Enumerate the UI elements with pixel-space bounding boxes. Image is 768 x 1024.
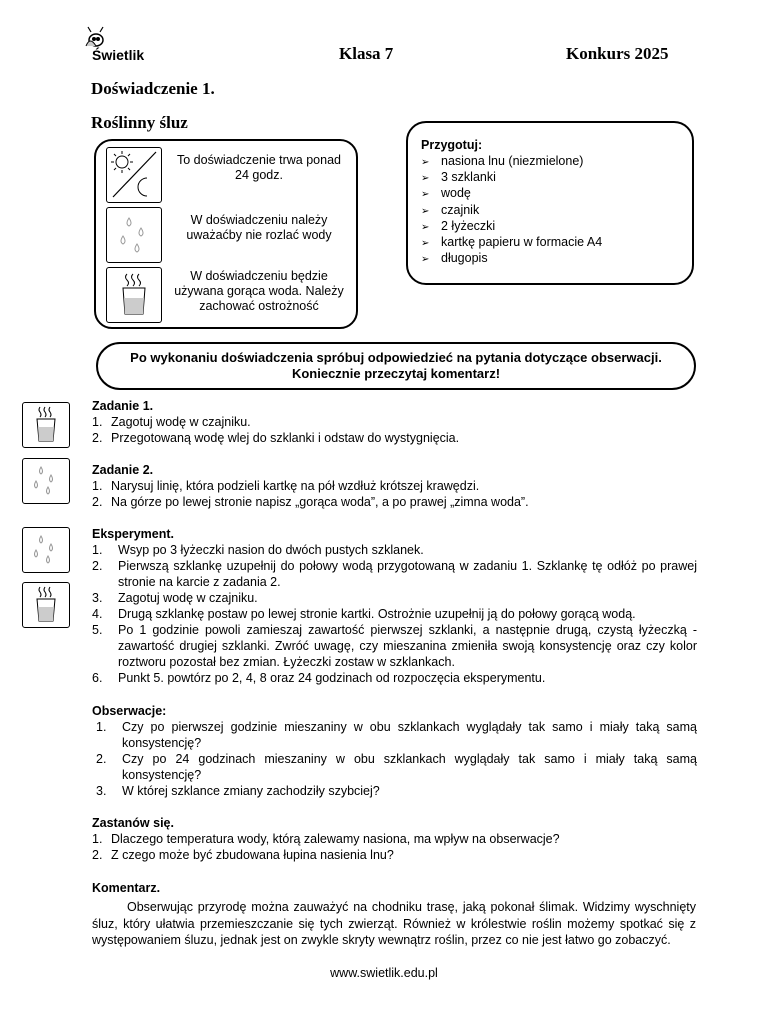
experiment-name: Roślinny śluz	[91, 113, 188, 132]
info-text-duration: To doświadczenie trwa ponad 24 godz.	[177, 153, 341, 182]
list-item: ➢ wodę	[421, 185, 602, 201]
list-item: 3. W której szklance zmiany zachodziły szybciej?	[96, 784, 380, 798]
hot-glass-icon	[22, 582, 70, 628]
water-drops-icon	[106, 207, 162, 263]
observations-title: Obserwacje:	[92, 704, 167, 718]
task1-list	[92, 414, 697, 446]
list-item: 2. Na górze po lewej stronie napisz „gorąca woda”, a po prawej „zimna woda”.	[92, 495, 529, 509]
prepare-list	[421, 153, 602, 266]
experiment-title: Doświadczenie 1.	[91, 79, 215, 98]
footer-url[interactable]: www.swietlik.edu.pl	[330, 966, 438, 980]
comment-text: Obserwując przyrodę można zauważyć na chodniku trasę, jaką pokonał ślimak. Widzimy wyschnięty śluz, który ułatwia przemieszczanie się tych zwierząt. Również w królestwie roślin możemy spotkać się z występowaniem śluzu, jednak jest on zwykle skryty wewnątrz roślin, przez co nie jest łatwo go zobaczyć.	[92, 900, 696, 947]
comment-title: Komentarz.	[92, 881, 161, 895]
prepare-box	[406, 121, 694, 285]
arrow-icon: ➢	[421, 237, 430, 249]
class-label: Klasa 7	[339, 44, 394, 63]
list-item: 1. Czy po pierwszej godzinie mieszaniny w obu szklankach wyglądały tak samo i miały taką samą konsystencję?	[96, 720, 697, 750]
think-title: Zastanów się.	[92, 816, 174, 830]
list-item: ➢ czajnik	[421, 202, 602, 218]
note-line-1: Po wykonaniu doświadczenia spróbuj odpowiedzieć na pytania dotyczące obserwacji.	[130, 350, 662, 365]
info-text-hot: W doświadczeniu będzie używana gorąca woda. Należy zachować ostrożność	[174, 269, 344, 313]
experiment-steps-list	[92, 542, 697, 686]
think-list	[92, 831, 697, 863]
info-row-duration	[104, 147, 352, 203]
list-item: 2. Czy po 24 godzinach mieszaniny w obu szklankach wyglądały tak samo i miały taką samą konsystencję?	[96, 752, 697, 782]
water-drops-icon	[22, 458, 70, 504]
contest-label: Konkurs 2025	[566, 44, 669, 63]
info-row-hot	[104, 267, 352, 323]
arrow-icon: ➢	[421, 173, 430, 185]
logo-text: Świetlik	[92, 47, 145, 63]
info-row-water	[104, 207, 352, 263]
arrow-icon: ➢	[421, 205, 430, 217]
list-item: 2. Z czego może być zbudowana łupina nasienia lnu?	[92, 848, 394, 862]
sun-moon-icon	[106, 147, 162, 203]
list-item: ➢ nasiona lnu (niezmielone)	[421, 153, 602, 169]
list-item: 5. Po 1 godzinie powoli zamieszaj zawartość pierwszej szklanki, a następnie drugą, czystą łyżeczką - zawartość drugiej szklanki. Zwróć uwagę, czy mieszanina zmieniła swoją konsystencję oraz czy kolor roztworu pozostał bez zmian. Łyżeczki zostaw w szklankach.	[92, 623, 697, 669]
list-item: ➢ 2 łyżeczki	[421, 218, 602, 234]
task1-title: Zadanie 1.	[92, 399, 154, 413]
arrow-icon: ➢	[421, 221, 430, 233]
list-item: 4. Drugą szklankę postaw po lewej stronie kartki. Ostrożnie uzupełnij ją do połowy gorącą wodą.	[92, 607, 636, 621]
note-line-2: Koniecznie przeczytaj komentarz!	[291, 366, 501, 381]
list-item: 1. Narysuj linię, która podzieli kartkę na pół wzdłuż krótszej krawędzi.	[92, 479, 480, 493]
list-item: ➢ 3 szklanki	[421, 169, 602, 185]
list-item: 1. Dlaczego temperatura wody, którą zalewamy nasiona, ma wpływ na obserwacje?	[92, 832, 560, 846]
list-item: 6. Punkt 5. powtórz po 2, 4, 8 oraz 24 godzinach od rozpoczęcia eksperymentu.	[92, 671, 546, 685]
list-item: 1. Wsyp po 3 łyżeczki nasion do dwóch pustych szklanek.	[92, 543, 424, 557]
arrow-icon: ➢	[421, 157, 430, 168]
task2-title: Zadanie 2.	[92, 463, 154, 477]
prepare-title: Przygotuj:	[421, 138, 483, 152]
experiment-steps-title: Eksperyment.	[92, 527, 174, 541]
arrow-icon: ➢	[421, 189, 430, 201]
list-item: 2. Przegotowaną wodę wlej do szklanki i odstaw do wystygnięcia.	[92, 431, 460, 445]
hot-glass-icon	[22, 402, 70, 448]
list-item: ➢ kartkę papieru w formacie A4	[421, 234, 602, 250]
observations-list	[96, 719, 697, 799]
list-item: ➢ długopis	[421, 250, 602, 266]
instruction-note	[96, 342, 696, 390]
task2-list	[92, 478, 697, 510]
info-text-water: W doświadczeniu należy uważaćby nie rozlać wody	[186, 213, 332, 242]
list-item: 3. Zagotuj wodę w czajniku.	[92, 591, 258, 605]
arrow-icon: ➢	[421, 254, 430, 266]
info-box	[94, 139, 358, 329]
water-drops-icon	[22, 527, 70, 573]
list-item: 1. Zagotuj wodę w czajniku.	[92, 415, 251, 429]
list-item: 2. Pierwszą szklankę uzupełnij do połowy wodą przygotowaną w zadaniu 1. Szklankę tę odłóż po prawej stronie na karcie z zadania 2.	[92, 559, 697, 589]
hot-glass-icon	[106, 267, 162, 323]
